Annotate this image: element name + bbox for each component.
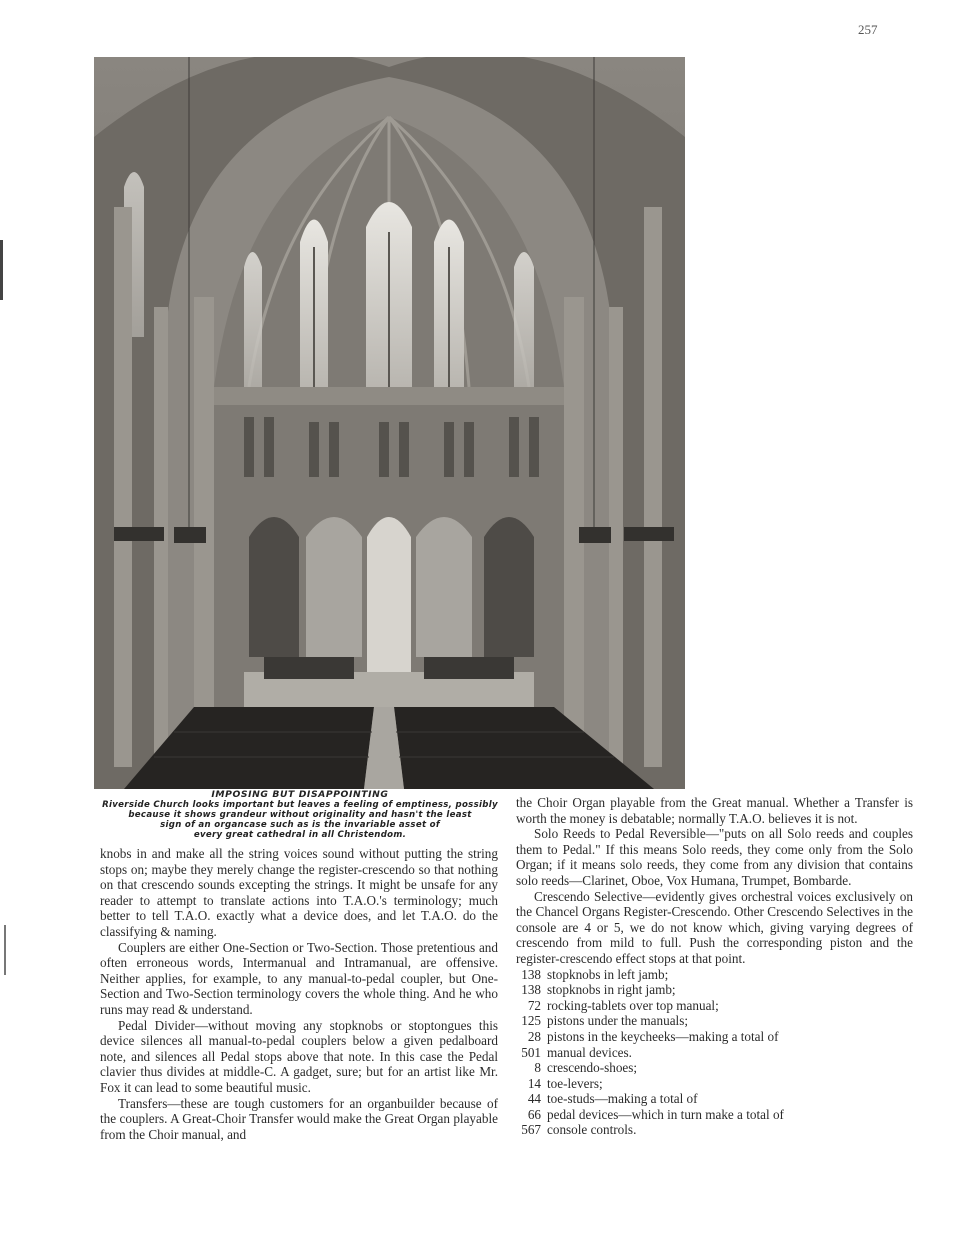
tally-item xyxy=(516,1107,913,1123)
tally-label: console controls. xyxy=(547,1122,637,1138)
paragraph-pedal-divider: Pedal Divider—without moving any stopknobs or stoptongues this device silences all manual-to-pedal couplers below a given pedalboard note, and silences all Pedal stops above that note. In this case the Pedal clavier thus divides at middle-C. A gadget, sure; but for an artist like Mr. Fox it can lead to some beautiful music. xyxy=(100,1017,498,1095)
tally-item xyxy=(516,982,913,998)
paragraph-couplers: Couplers are either One-Section or Two-Section. Those pretentious and often erroneous words, Intermanual and Intramanual, are offensive. Neither applies, for example, to any manual-to-pedal coupler, but One-Section and Two-Section terminology covers the whole thing. And he who runs may read & understand. xyxy=(100,939,498,1017)
tally-count: 72 xyxy=(527,997,541,1013)
page-number: 257 xyxy=(858,22,878,37)
scan-margin-mark-bottom xyxy=(4,925,6,975)
tally-label: pedal devices—which in turn make a total of xyxy=(547,1106,784,1122)
tally-item xyxy=(516,1029,913,1045)
tally-count: 501 xyxy=(521,1044,541,1060)
church-interior-photo xyxy=(94,57,685,789)
tally-count: 138 xyxy=(521,982,541,998)
tally-item xyxy=(516,1076,913,1092)
tally-item xyxy=(516,1060,913,1076)
caption-title: IMPOSING BUT DISAPPOINTING xyxy=(211,789,389,800)
paragraph-continuation: knobs in and make all the string voices sound without putting the string stops on; maybe they merely change the register-crescendo so that nothing on that crescendo sounds excepting the strings. It might be unsafe for any reader to attempt to translate actions into T.A.O.'s terminology; much better to tell T.A.O. exactly what a device does, and let T.A.O. do the classifying & naming. xyxy=(100,846,498,939)
tally-count: 44 xyxy=(527,1091,541,1107)
paragraph-crescendo-selective: Crescendo Selective—evidently gives orchestral voices exclusively on the Chancel Organs Register-Crescendo. Other Crescendo Selectives in the console are 4 or 5, we do not know which, giving varying degrees of crescendo from mild to full. Push the corresponding piston and the register-crescendo effect stops at that point. xyxy=(516,888,913,966)
tally-item xyxy=(516,1045,913,1061)
tally-label: crescendo-shoes; xyxy=(547,1060,638,1076)
tally-label: pistons in the keycheeks—making a total of xyxy=(547,1028,779,1044)
tally-count: 28 xyxy=(527,1028,541,1044)
caption-line: Riverside Church looks important but leaves a feeling of emptiness, possibly xyxy=(102,800,498,810)
left-text-column xyxy=(100,846,498,1142)
caption-line: because it shows grandeur without originality and hasn't the least xyxy=(128,810,472,820)
tally-label: pistons under the manuals; xyxy=(547,1013,689,1029)
caption-line: every great cathedral in all Christendom. xyxy=(193,830,407,840)
tally-count: 138 xyxy=(521,966,541,982)
paragraph-solo-reeds: Solo Reeds to Pedal Reversible—"puts on all Solo reeds and couples them to Pedal." If this means Solo reeds, they come only from the Solo Organ; if it means solo reeds, they come from any division that contains solo reeds—Clarinet, Oboe, Vox Humana, Trumpet, Bombarde. xyxy=(516,826,913,888)
paragraph-transfers: Transfers—these are tough customers for an organbuilder because of the couplers. A Great-Choir Transfer would make the Great Organ playable from the Choir manual, and xyxy=(100,1095,498,1142)
tally-label: rocking-tablets over top manual; xyxy=(547,997,719,1013)
tally-item xyxy=(516,1013,913,1029)
tally-label: toe-levers; xyxy=(547,1075,603,1091)
tally-label: toe-studs—making a total of xyxy=(547,1091,698,1107)
tally-item xyxy=(516,1091,913,1107)
tally-count: 14 xyxy=(527,1075,541,1091)
tally-count: 125 xyxy=(521,1013,541,1029)
right-text-column xyxy=(516,795,913,1138)
tally-count: 66 xyxy=(527,1106,541,1122)
tally-item xyxy=(516,998,913,1014)
paragraph-transfers-continued: the Choir Organ playable from the Great manual. Whether a Transfer is worth the money is debatable; normally T.A.O. believes it is not. xyxy=(516,795,913,826)
tally-item xyxy=(516,967,913,983)
tally-item xyxy=(516,1122,913,1138)
tally-label: manual devices. xyxy=(547,1044,632,1060)
tally-label: stopknobs in right jamb; xyxy=(547,982,676,998)
caption-line: sign of an organcase such as is the invariable asset of xyxy=(160,820,440,830)
console-controls-tally xyxy=(516,967,913,1139)
scan-margin-mark-top xyxy=(0,240,3,300)
cathedral-illustration xyxy=(94,57,685,789)
photo-caption xyxy=(94,790,506,840)
tally-count: 567 xyxy=(521,1122,541,1138)
tally-count: 8 xyxy=(534,1060,541,1076)
tally-label: stopknobs in left jamb; xyxy=(547,966,669,982)
